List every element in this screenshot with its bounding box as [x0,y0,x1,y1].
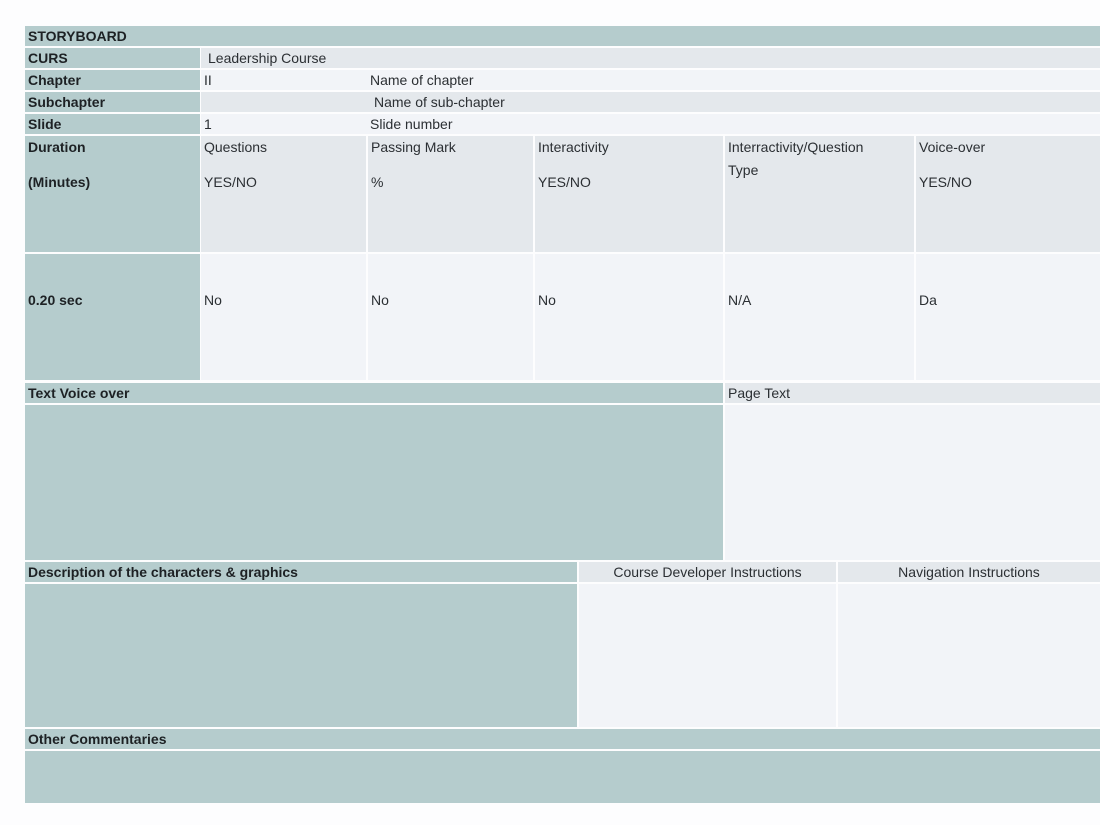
interactivity-header [535,136,723,252]
slide-value[interactable]: 1 [201,114,367,134]
voice-over-value-cell[interactable] [916,254,1100,380]
slide-number-label[interactable]: Slide number [367,114,1100,134]
curs-value[interactable]: Leadership Course [201,48,1100,68]
other-commentaries-label: Other Commentaries [25,729,1100,749]
question-type-header-label: Interractivity/Question [728,139,864,155]
duration-value: 0.20 sec [28,292,83,308]
questions-hint: YES/NO [204,174,257,190]
text-voice-over-content[interactable] [25,405,723,560]
passing-mark-value: No [371,292,389,308]
duration-header [25,136,200,252]
questions-value-cell[interactable] [201,254,366,380]
chapter-value[interactable]: II [201,70,367,90]
question-type-hint: Type [728,162,759,178]
passing-mark-hint: % [371,174,384,190]
questions-header [201,136,366,252]
question-type-value: N/A [728,292,752,308]
duration-value-cell[interactable] [25,254,200,380]
interactivity-hint: YES/NO [538,174,591,190]
interactivity-header-label: Interactivity [538,139,609,155]
question-type-header [725,136,914,252]
storyboard-title: STORYBOARD [25,26,1100,46]
description-label: Description of the characters & graphics [25,562,577,582]
passing-mark-header-label: Passing Mark [371,139,456,155]
duration-label: Duration [28,139,86,155]
page-text-label: Page Text [725,383,1100,403]
voice-over-value: Da [919,292,937,308]
curs-label: CURS [25,48,200,68]
voice-over-header-label: Voice-over [919,139,986,155]
navigation-content[interactable] [838,584,1100,727]
questions-header-label: Questions [204,139,268,155]
navigation-label: Navigation Instructions [838,562,1100,582]
text-voice-over-label: Text Voice over [25,383,723,403]
subchapter-label: Subchapter [25,92,200,112]
questions-value: No [204,292,222,308]
duration-unit-label: (Minutes) [28,174,91,190]
question-type-value-cell[interactable] [725,254,914,380]
chapter-name[interactable]: Name of chapter [367,70,1100,90]
description-content[interactable] [25,584,577,727]
page-text-content[interactable] [725,405,1100,560]
voice-over-header [916,136,1100,252]
other-commentaries-content[interactable] [25,751,1100,803]
interactivity-value: No [538,292,556,308]
interactivity-value-cell[interactable] [535,254,723,380]
passing-mark-value-cell[interactable] [368,254,533,380]
course-dev-label: Course Developer Instructions [579,562,836,582]
voice-over-hint: YES/NO [919,174,972,190]
subchapter-value[interactable] [201,92,367,112]
chapter-label: Chapter [25,70,200,90]
subchapter-name[interactable]: Name of sub-chapter [367,92,1100,112]
passing-mark-header [368,136,533,252]
course-dev-content[interactable] [579,584,836,727]
slide-label: Slide [25,114,200,134]
